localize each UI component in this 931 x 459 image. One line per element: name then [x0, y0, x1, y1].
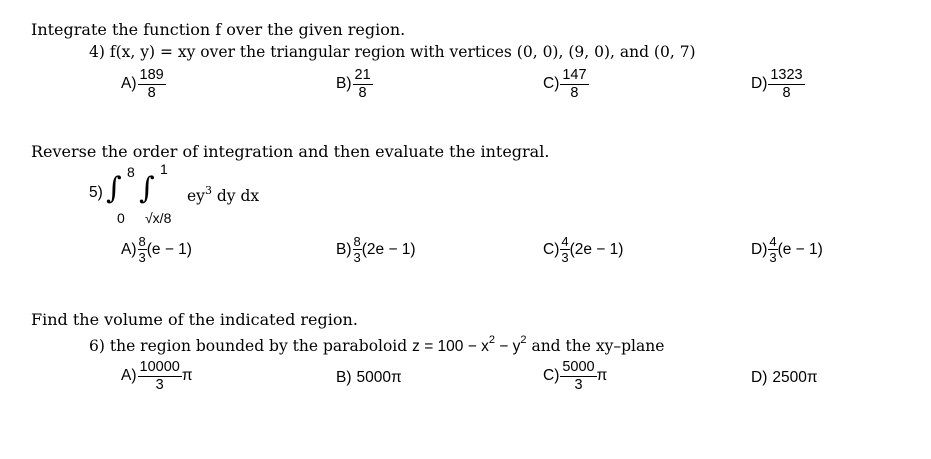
choice-6c[interactable] [543, 360, 607, 392]
question-text-a: the region bounded by the paraboloid [109, 337, 408, 356]
inner-integral-sign: ∫ [139, 171, 155, 206]
equation-part-a: z = 100 − x [412, 338, 489, 356]
denominator: 8 [147, 84, 156, 101]
numerator: 8 [138, 234, 146, 249]
fraction [560, 235, 569, 264]
choice-rest: (e − 1) [146, 240, 192, 258]
denominator: 8 [570, 84, 579, 101]
inner-lower-limit: √x/8 [145, 210, 172, 226]
choice-rest: (e − 1) [777, 240, 823, 258]
choice-text: 5000π [356, 369, 402, 386]
equation-part-b: − y [494, 338, 521, 356]
numerator: 4 [769, 234, 777, 249]
denominator: 3 [138, 250, 146, 265]
choice-6a[interactable] [121, 360, 193, 392]
fraction [560, 360, 596, 392]
choice-label: B) [336, 240, 352, 258]
exponent-b: 2 [520, 334, 527, 346]
differentials: dy dx [216, 187, 260, 205]
question-text: f(x, y) = xy over the triangular region with vertices (0, 0), (9, 0), and (0, 7) [109, 43, 696, 61]
choice-5b[interactable] [336, 235, 416, 264]
fraction [353, 68, 373, 100]
numerator: 147 [562, 67, 587, 83]
choice-text: 2500π [772, 369, 818, 386]
fraction [768, 68, 804, 100]
denominator: 3 [574, 376, 583, 393]
choice-label: A) [121, 240, 137, 258]
choice-label: C) [543, 367, 560, 384]
choice-label: B) [336, 75, 352, 92]
numerator: 21 [354, 67, 371, 83]
section-2-heading: Reverse the order of integration and then evaluate the integral. [31, 142, 550, 161]
choice-label: A) [121, 75, 137, 92]
numerator: 5000 [562, 359, 595, 375]
choice-4a[interactable] [121, 68, 166, 100]
choice-rest: (2e − 1) [569, 240, 624, 258]
choice-4c[interactable] [543, 68, 589, 100]
denominator: 3 [769, 250, 777, 265]
fraction [560, 68, 588, 100]
choice-5a[interactable] [121, 235, 192, 264]
numerator: 10000 [139, 359, 180, 375]
choice-label: D) [751, 369, 768, 386]
choice-label: D) [751, 240, 768, 258]
question-number: 6) [89, 337, 105, 356]
choice-rest: π [596, 367, 608, 384]
outer-integral-sign: ∫ [106, 171, 122, 206]
numerator: 1323 [770, 67, 803, 83]
question-text-b: and the xy–plane [531, 337, 665, 356]
numerator: 8 [353, 234, 361, 249]
integrand-base: ey [187, 187, 205, 205]
exponent-a: 2 [488, 334, 495, 346]
fraction [138, 235, 147, 264]
outer-upper-limit: 8 [127, 164, 135, 180]
choice-6b[interactable] [336, 369, 402, 387]
fraction [138, 360, 182, 392]
integrand [187, 184, 259, 205]
choice-4b[interactable] [336, 68, 373, 100]
inner-upper-limit: 1 [160, 161, 168, 177]
choice-label: C) [543, 240, 560, 258]
outer-lower-limit: 0 [117, 210, 125, 226]
question-6 [89, 336, 664, 356]
section-1-heading: Integrate the function f over the given region. [31, 20, 406, 39]
question-number: 4) [89, 43, 105, 61]
fraction [768, 235, 777, 264]
choice-rest: (2e − 1) [361, 240, 416, 258]
choice-5d[interactable] [751, 235, 823, 264]
choice-6d[interactable] [751, 369, 818, 387]
equation [412, 334, 527, 356]
choice-label: C) [543, 75, 560, 92]
choice-5c[interactable] [543, 235, 623, 264]
fraction [138, 68, 166, 100]
question-number: 5) [89, 184, 103, 201]
choice-label: A) [121, 367, 137, 384]
denominator: 3 [155, 376, 164, 393]
choice-label: B) [336, 369, 352, 386]
numerator: 4 [561, 234, 569, 249]
section-3-heading: Find the volume of the indicated region. [31, 310, 358, 329]
denominator: 3 [353, 250, 361, 265]
denominator: 8 [782, 84, 791, 101]
numerator: 189 [139, 67, 164, 83]
choice-label: D) [751, 75, 768, 92]
fraction [353, 235, 362, 264]
integrand-exponent: 3 [204, 184, 212, 197]
choice-rest: π [181, 367, 193, 384]
denominator: 3 [561, 250, 569, 265]
denominator: 8 [358, 84, 367, 101]
choice-4d[interactable] [751, 68, 805, 100]
question-4 [89, 43, 696, 61]
